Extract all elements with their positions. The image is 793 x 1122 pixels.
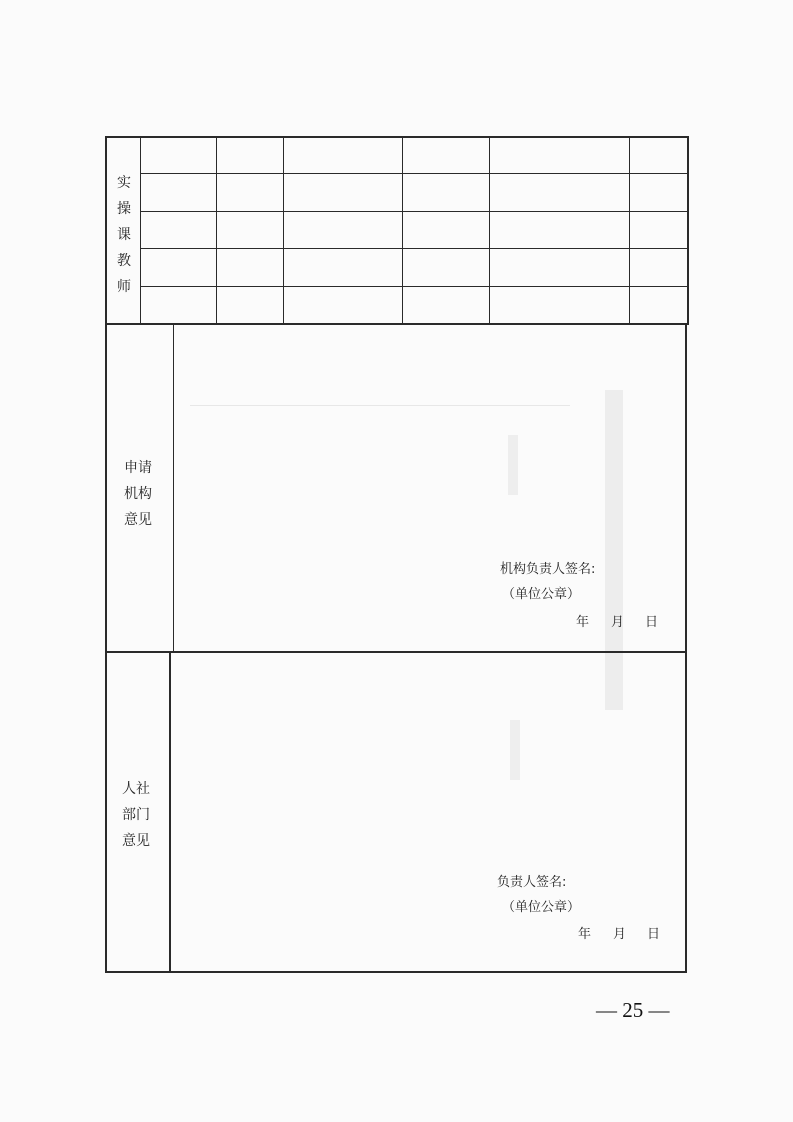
label-char: 实 [117, 175, 131, 191]
grid-col-line [283, 136, 284, 325]
grid-col-line [402, 136, 403, 325]
bleed-through-mark [190, 405, 570, 406]
grid-col-line [140, 136, 141, 325]
label-line: 机构 [124, 486, 152, 502]
hr-signature-label: 负责人签名: [497, 875, 567, 890]
grid-row-line [140, 211, 688, 212]
bleed-through-mark [605, 390, 623, 710]
grid-col-line [489, 136, 490, 325]
hr-department-opinion-label [111, 776, 161, 854]
institution-date [0, 611, 659, 686]
page-number: — 25 — [596, 998, 670, 1022]
institution-opinion-label [113, 455, 163, 533]
bleed-through-mark [510, 720, 520, 780]
label-line: 意见 [122, 833, 150, 849]
table-border-left [105, 136, 107, 973]
label-char: 师 [117, 279, 131, 295]
grid-row-line [140, 248, 688, 249]
bleed-through-mark [508, 435, 518, 495]
label-line: 申请 [124, 460, 152, 476]
table-border-top [106, 136, 689, 138]
grid-col-line [629, 136, 630, 325]
date-year: 年 [576, 615, 590, 630]
label-col-line [173, 324, 174, 652]
hr-seal-label: （单位公章） [502, 900, 581, 915]
label-char: 课 [117, 227, 131, 243]
date-month: 月 [611, 615, 625, 630]
date-year: 年 [578, 927, 592, 942]
grid-col-line [216, 136, 217, 325]
label-line: 意见 [124, 512, 152, 528]
section-divider [105, 651, 686, 653]
date-month: 月 [613, 927, 627, 942]
date-day: 日 [645, 615, 659, 630]
label-char: 教 [117, 253, 131, 269]
grid-row-line [140, 286, 688, 287]
teacher-section-label [112, 170, 136, 300]
label-line: 部门 [122, 807, 150, 823]
table-border-right [687, 136, 689, 325]
institution-seal-label: （单位公章） [502, 587, 581, 602]
hr-date [0, 923, 661, 998]
section-divider [105, 323, 688, 325]
label-col-line [169, 652, 171, 972]
institution-signature-label: 机构负责人签名: [500, 562, 596, 577]
table-border-bottom [105, 971, 687, 973]
label-char: 操 [117, 201, 131, 217]
table-border-right [685, 324, 687, 973]
label-line: 人社 [122, 781, 150, 797]
date-day: 日 [647, 927, 661, 942]
grid-row-line [140, 173, 688, 174]
